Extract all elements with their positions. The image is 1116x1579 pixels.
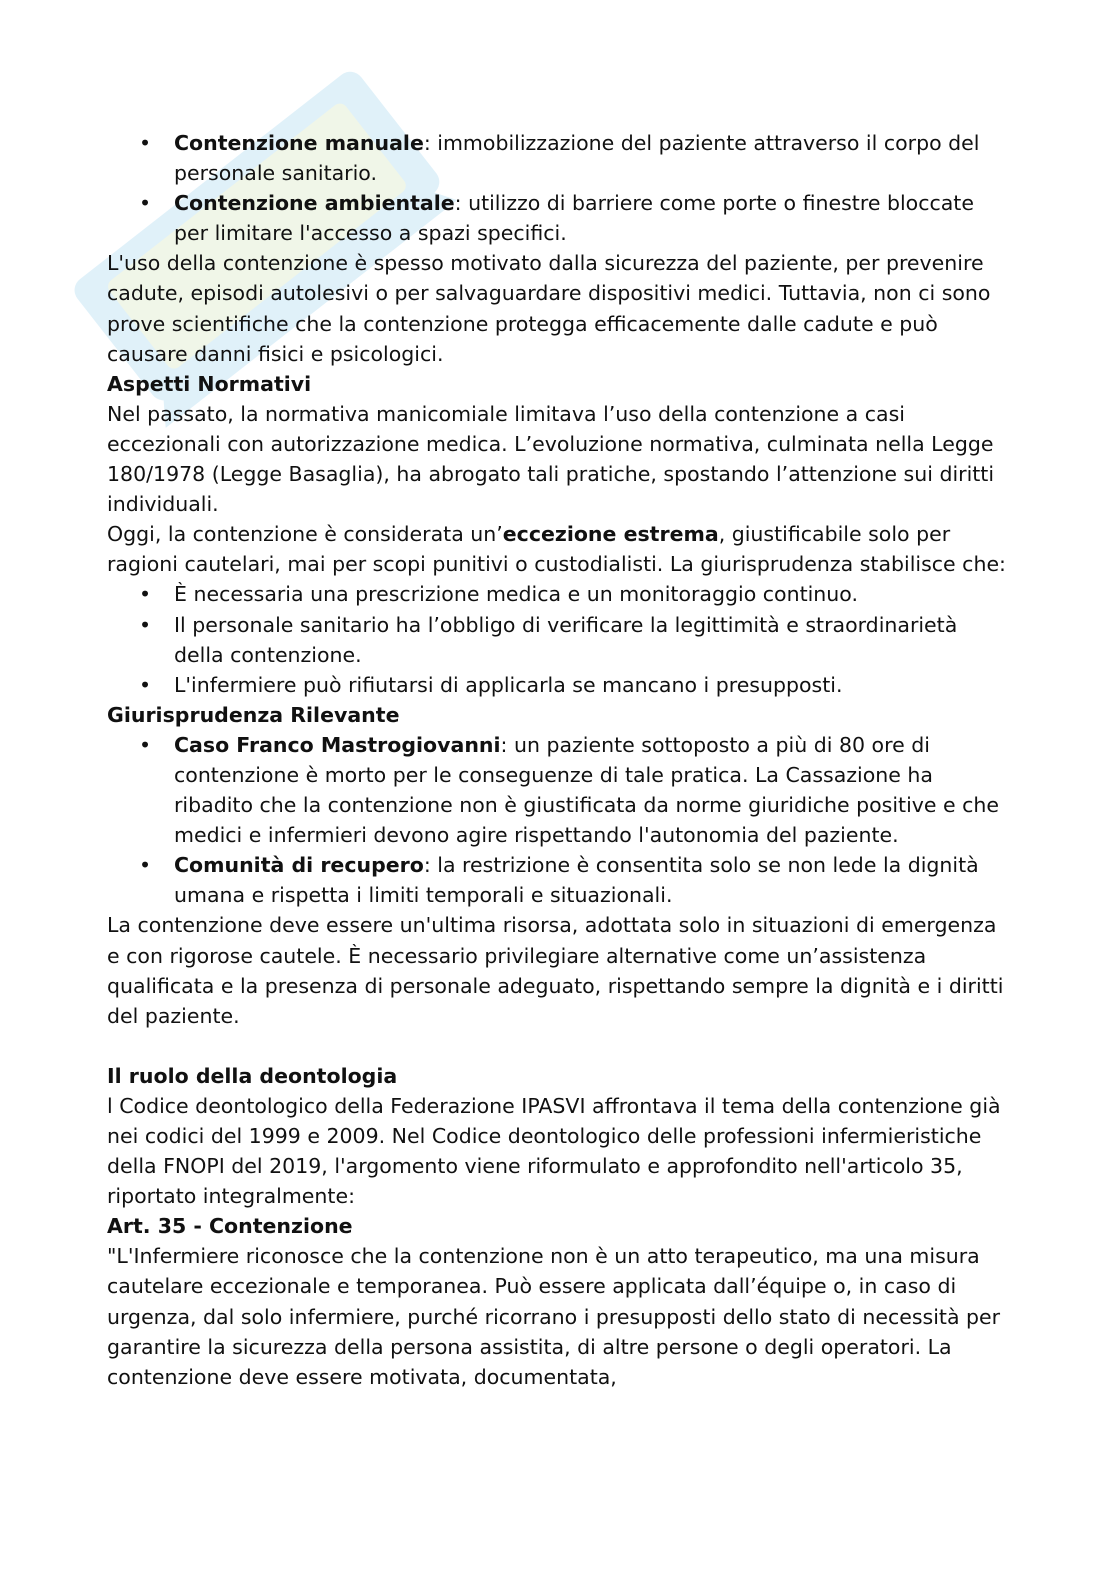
spacer	[107, 1031, 1012, 1061]
paragraph-ultima-risorsa: La contenzione deve essere un'ultima risorsa, adottata solo in situazioni di emergenza e con rigorose cautele. È necessario privilegiare alternative come un’assistenza qualificata e la presenza di personale adeguato, rispettando sempre la dignità e i diritti del paziente.	[107, 913, 1004, 1028]
list-item: • Contenzione ambientale: utilizzo di barriere come porte o finestre bloccate per limitare l'accesso a spazi specifici.	[174, 188, 1012, 248]
list-item: • Comunità di recupero: la restrizione è consentita solo se non lede la dignità umana e rispetta i limiti temporali e situazionali.	[174, 850, 1012, 910]
heading-art-35: Art. 35 - Contenzione	[107, 1214, 353, 1239]
paragraph-art-35: "L'Infermiere riconosce che la contenzione non è un atto terapeutico, ma una misura cautelare eccezionale e temporanea. Può essere applicata dall’équipe o, in caso di urgenza, dal solo infermiere, purché ricorrano i presupposti dello stato di necessità per garantire la sicurezza della persona assistita, di altre persone o degli operatori. La contenzione deve essere motivata, documentata,	[107, 1244, 1001, 1389]
heading-ruolo-deontologia: Il ruolo della deontologia	[107, 1063, 398, 1088]
list-item: • L'infermiere può rifiutarsi di applicarla se mancano i presupposti.	[174, 670, 1012, 700]
heading-giurisprudenza-rilevante: Giurisprudenza Rilevante	[107, 702, 400, 727]
casi-list	[107, 730, 1012, 911]
intro-list	[107, 128, 1012, 248]
paragraph-codice: l Codice deontologico della Federazione IPASVI affrontava il tema della contenzione già nei codici del 1999 e 2009. Nel Codice deontologico delle professioni infermieristiche della FNOPI del 2019, l'argomento viene riformulato e approfondito nell'articolo 35, riportato integralmente:	[107, 1093, 1001, 1209]
list-item: • Caso Franco Mastrogiovanni: un paziente sottoposto a più di 80 ore di contenzione è morto per le conseguenze di tale pratica. La Cassazione ha ribadito che la contenzione non è giustificata da norme giuridiche positive e che medici e infermieri devono agire rispettando l'autonomia del paziente.	[174, 730, 1012, 850]
document-page	[107, 128, 1012, 1392]
giurisprudenza-list	[107, 579, 1012, 699]
list-item: • È necessaria una prescrizione medica e un monitoraggio continuo.	[174, 579, 1012, 609]
paragraph-uso: L'uso della contenzione è spesso motivato dalla sicurezza del paziente, per prevenire cadute, episodi autolesivi o per salvaguardare dispositivi medici. Tuttavia, non ci sono prove scientifiche che la contenzione protegga efficacemente dalle cadute e può causare danni fisici e psicologici.	[107, 251, 991, 366]
paragraph-passato: Nel passato, la normativa manicomiale limitava l’uso della contenzione a casi eccezionali con autorizzazione medica. L’evoluzione normativa, culminata nella Legge 180/1978 (Legge Basaglia), ha abrogato tali pratiche, spostando l’attenzione sui diritti individuali.	[107, 401, 995, 517]
list-item: • Il personale sanitario ha l’obbligo di verificare la legittimità e straordinarietà della contenzione.	[174, 610, 1012, 670]
list-item: • Contenzione manuale: immobilizzazione del paziente attraverso il corpo del personale sanitario.	[174, 128, 1012, 188]
heading-aspetti-normativi: Aspetti Normativi	[107, 371, 312, 396]
paragraph-oggi: Oggi, la contenzione è considerata un’eccezione estrema, giustificabile solo per ragioni cautelari, mai per scopi punitivi o custodialisti. La giurisprudenza stabilisce che:	[107, 522, 1006, 577]
